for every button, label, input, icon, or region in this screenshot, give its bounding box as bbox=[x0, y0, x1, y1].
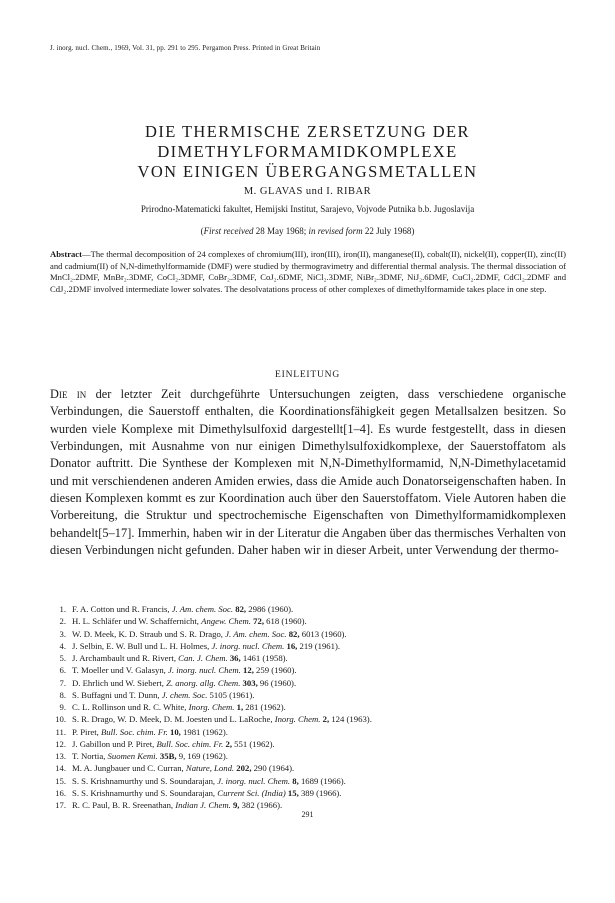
reference-authors: R. C. Paul, B. R. Sreenathan, bbox=[72, 800, 174, 810]
reference-item bbox=[50, 787, 570, 799]
reference-item bbox=[50, 664, 570, 676]
reference-item bbox=[50, 738, 570, 750]
reference-pages-year: 1461 (1958). bbox=[242, 653, 288, 663]
reference-journal: Nature, Lond. bbox=[185, 763, 235, 774]
reference-authors: T. Nortia, bbox=[72, 751, 106, 761]
reference-volume: 10, bbox=[169, 726, 181, 737]
reference-authors: M. A. Jungbauer und C. Curran, bbox=[72, 763, 184, 774]
reference-pages-year: 1981 (1962). bbox=[183, 726, 228, 737]
reference-item bbox=[50, 701, 570, 713]
reference-number: 15. bbox=[55, 775, 66, 786]
reference-authors: D. Ehrlich und W. Siebert, bbox=[72, 677, 164, 688]
reference-authors: W. D. Meek, K. D. Straub und S. R. Drago, bbox=[72, 628, 223, 639]
reference-number: 16. bbox=[55, 787, 66, 798]
reference-authors: P. Piret, bbox=[72, 726, 99, 737]
reference-number: 7. bbox=[59, 677, 66, 688]
reference-authors: J. Archambault und R. Rivert, bbox=[72, 653, 176, 663]
reference-journal: Bull. Soc. chim. Fr. bbox=[156, 738, 224, 749]
reference-number: 9. bbox=[59, 702, 66, 712]
reference-journal: J. chem. Soc. bbox=[161, 689, 208, 700]
reference-pages-year: 551 (1962). bbox=[234, 738, 275, 749]
reference-number: 14. bbox=[55, 763, 66, 774]
first-received-label: First received bbox=[203, 226, 254, 236]
reference-volume: 12, bbox=[243, 665, 254, 676]
reference-pages-year: 281 (1962). bbox=[245, 702, 286, 712]
abstract-text: —The thermal decomposition of 24 complexes of chromium(III), iron(III), iron(II), manganese(II), cobalt(II), nickel(II), copper(II), zinc(II) and cadmium(II) of N,N-dimethylformamide (DMF) were studied by thermogravimetry and differential thermal analysis. The thermal dissociation of MnCl₂.2DMF, MnBr₂.3DMF, CoCl₂.3DMF, CoBr₂.3DMF, CoJ₂.6DMF, NiCl₂.3DMF, NiBr₂.3DMF, NiJ₂.6DMF, CuCl₂.2DMF, CdCl₂.2DMF and CdJ₂.2DMF involved intermediate lower solvates. The desolvatations process of other complexes of dimethylformamide takes place in one step. bbox=[50, 249, 566, 295]
reference-pages-year: 219 (1961). bbox=[299, 640, 341, 651]
reference-journal: Suomen Kemi. bbox=[107, 751, 158, 761]
title-line-2: DIMETHYLFORMAMIDKOMPLEXE bbox=[157, 142, 458, 161]
reference-item bbox=[50, 603, 570, 615]
reference-number: 6. bbox=[59, 665, 66, 676]
reference-pages-year: 290 (1964). bbox=[253, 763, 295, 774]
title-line-1: DIE THERMISCHE ZERSETZUNG DER bbox=[145, 122, 470, 141]
revised-label: in revised form bbox=[308, 226, 363, 236]
revised-date: 22 July 1968 bbox=[364, 226, 412, 236]
abstract-label: Abstract bbox=[50, 249, 82, 259]
reference-authors: J. Gabillon und P. Piret, bbox=[72, 738, 155, 749]
reference-journal: Z. anorg. allg. Chem. bbox=[166, 677, 241, 688]
title-line-3: VON EINIGEN ÜBERGANGSMETALLEN bbox=[137, 162, 478, 181]
reference-volume: 15, bbox=[287, 787, 299, 798]
reference-number: 10. bbox=[55, 714, 66, 725]
reference-item bbox=[50, 726, 570, 738]
page-number: 291 bbox=[301, 810, 314, 819]
reference-journal: J. Am. chem. Soc. bbox=[225, 628, 287, 639]
reference-journal: J. inorg. nucl. Chem. bbox=[211, 640, 285, 651]
reference-number: 2. bbox=[59, 616, 66, 627]
reference-journal: Inorg. Chem. bbox=[274, 714, 321, 725]
reference-pages-year: 1689 (1966). bbox=[300, 775, 346, 786]
reference-pages-year: 124 (1963). bbox=[331, 714, 372, 725]
reference-volume: 36, bbox=[229, 653, 241, 663]
reference-authors: S. S. Krishnamurthy und S. Soundarajan, bbox=[72, 787, 216, 798]
reference-item bbox=[50, 713, 570, 725]
reference-authors: H. L. Schläfer und W. Schaffernicht, bbox=[72, 616, 199, 627]
reference-volume: 1, bbox=[236, 702, 244, 712]
reference-item bbox=[50, 762, 570, 774]
reference-authors: S. S. Krishnamurthy und S. Soundarajan, bbox=[72, 775, 216, 786]
reference-journal: Can. J. Chem. bbox=[178, 653, 228, 663]
reference-volume: 9, bbox=[232, 800, 240, 810]
reference-volume: 35B, bbox=[159, 751, 177, 761]
reference-number: 13. bbox=[55, 751, 66, 761]
reference-number: 17. bbox=[55, 800, 66, 810]
reference-journal: Inorg. Chem. bbox=[188, 702, 235, 712]
reference-item bbox=[50, 677, 570, 689]
reference-volume: 8, bbox=[292, 775, 299, 786]
reference-authors: J. Selbin, E. W. Bull und L. H. Holmes, bbox=[72, 640, 210, 651]
reference-authors: T. Moeller und V. Galasyn, bbox=[72, 665, 166, 676]
reference-number: 3. bbox=[59, 628, 66, 639]
reference-volume: 82, bbox=[288, 628, 300, 639]
reference-volume: 16, bbox=[286, 640, 298, 651]
journal-citation-line: J. inorg. nucl. Chem., 1969, Vol. 31, pp. 291 to 295. Pergamon Press. Printed in Great Britain bbox=[50, 44, 321, 52]
reference-volume: 303, bbox=[242, 677, 258, 688]
abstract bbox=[50, 249, 566, 296]
reference-journal: Indian J. Chem. bbox=[175, 800, 231, 810]
first-received-date: 28 May 1968 bbox=[255, 226, 304, 236]
reference-volume: 72, bbox=[253, 616, 264, 627]
body-text: der letzter Zeit durchgeführte Untersuchungen zeigten, dass verschiedene organische Verbindungen, die Sauerstoff enthalten, die Koordinationsfähigkeit gegen Metallsalzen besitzen. So wurden viele Komplexe mit Dimethylsulfoxid dargestellt[1–4]. Es wurde festgestellt, dass in diesen Verbindungen, mit Ausnahme von nur einigen Dimethylsulfoxidkomplexe, der Sauerstoffatom als Donator auftritt. Die Synthese der Komplexen mit N,N-Dimethylformamid, N,N-Dimethylacetamid und mit verschiendenen anderen Amiden erwies, dass die Amide auch Donatorseigenschaften haben. In diesen Komplexen kommt es zur Koordination auch über den Sauerstoffatom. Viele Autoren haben die Vorbereitung, die Struktur und spectrochemische Eigenschaften von Dimethylformamidkomplexen behandelt[5–17]. Immerhin, haben wir in der Literatur die Angaben über das thermisches Verhalten von diesen Verbindungen nicht gefunden. Daher haben wir in dieser Arbeit, unter Verwendung der thermo- bbox=[50, 387, 566, 558]
affiliation: Prirodno-Matematicki fakultet, Hemijski Institut, Sarajevo, Vojvode Putnika b.b. Jugoslavija bbox=[140, 204, 475, 214]
reference-pages-year: 96 (1960). bbox=[259, 677, 297, 688]
reference-pages-year: 2986 (1960). bbox=[248, 604, 294, 614]
reference-authors: F. A. Cotton und R. Francis, bbox=[72, 604, 170, 614]
reference-pages-year: 6013 (1960). bbox=[301, 628, 347, 639]
reference-journal: J. inorg. nucl. Chem. bbox=[217, 775, 291, 786]
reference-authors: S. Buffagni und T. Dunn, bbox=[72, 689, 160, 700]
reference-number: 8. bbox=[59, 689, 66, 700]
reference-authors: C. L. Rollinson und R. C. White, bbox=[72, 702, 187, 712]
reference-list bbox=[50, 603, 570, 811]
reference-pages-year: 618 (1960). bbox=[266, 616, 307, 627]
reference-journal: J. Am. chem. Soc. bbox=[171, 604, 234, 614]
section-heading: EINLEITUNG bbox=[275, 370, 340, 380]
reference-item bbox=[50, 775, 570, 787]
reference-volume: 2, bbox=[225, 738, 232, 749]
reference-volume: 2, bbox=[322, 714, 330, 725]
reference-item bbox=[50, 652, 570, 664]
reference-number: 12. bbox=[55, 738, 66, 749]
reference-pages-year: 382 (1966). bbox=[241, 800, 283, 810]
reference-item bbox=[50, 750, 570, 762]
article-title bbox=[0, 122, 615, 182]
reference-journal: J. inorg. nucl. Chem. bbox=[168, 665, 241, 676]
reference-pages-year: 259 (1960). bbox=[256, 665, 297, 676]
authors: M. GLAVAS und I. RIBAR bbox=[243, 186, 372, 197]
reference-item bbox=[50, 689, 570, 701]
reference-number: 11. bbox=[55, 726, 66, 737]
reference-authors: S. R. Drago, W. D. Meek, D. M. Joesten und L. LaRoche, bbox=[72, 714, 273, 725]
reference-volume: 202, bbox=[236, 763, 252, 774]
reference-item bbox=[50, 615, 570, 627]
reference-volume: 82, bbox=[235, 604, 247, 614]
reference-item bbox=[50, 628, 570, 640]
reference-number: 4. bbox=[59, 640, 66, 651]
reference-number: 1. bbox=[59, 604, 66, 614]
reference-pages-year: 5105 (1961). bbox=[209, 689, 255, 700]
reference-pages-year: 9, 169 (1962). bbox=[178, 751, 228, 761]
reference-item bbox=[50, 640, 570, 652]
reference-journal: Current Sci. (India) bbox=[217, 787, 286, 798]
body-lead-in: Die in bbox=[50, 387, 87, 401]
reference-pages-year: 389 (1966). bbox=[300, 787, 342, 798]
received-dates: (First received 28 May 1968; in revised form 22 July 1968) bbox=[200, 226, 415, 236]
reference-number: 5. bbox=[59, 653, 66, 663]
reference-journal: Bull. Soc. chim. Fr. bbox=[100, 726, 168, 737]
reference-journal: Angew. Chem. bbox=[201, 616, 251, 627]
body-paragraph bbox=[50, 386, 566, 559]
